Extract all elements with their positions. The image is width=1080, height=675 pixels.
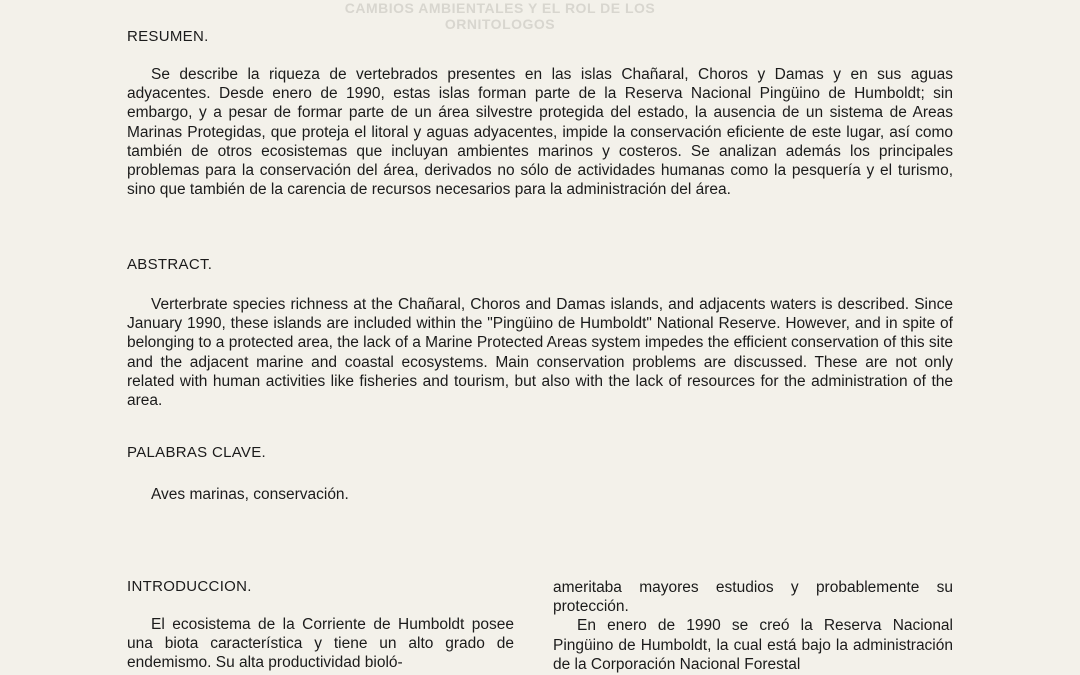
palabras-clave-text: Aves marinas, conservación. [151,486,349,503]
bleed-through-text: CAMBIOS AMBIENTALES Y EL ROL DE LOS ORNITOLOGOS [344,0,656,32]
intro-right-paragraph-1: ameritaba mayores estudios y probablemente su protección. [553,579,953,616]
intro-right-column [553,578,953,674]
abstract-paragraph: Verterbrate species richness at the Chañaral, Choros and Damas islands, and adjacents waters is described. Since January 1990, these islands are included within the "Pingüino de Humboldt" National Reserve. However, and in spite of belonging to a protected area, the lack of a Marine Protected Areas system impedes the efficient conservation of this site and the adjacent marine and coastal ecosystems. Main conservation problems are discussed. These are not only related with human activities like fisheries and tourism, but also with the lack of resources for the administration of the area. [127,296,953,410]
intro-right-paragraph-2: En enero de 1990 se creó la Reserva Nacional Pingüino de Humboldt, la cual está bajo la administración de la Corporación Nacional Forestal [553,617,953,673]
resumen-heading: RESUMEN. [127,28,209,45]
intro-left-paragraph: El ecosistema de la Corriente de Humboldt posee una biota característica y tiene un alto grado de endemismo. Su alta productividad bioló- [127,616,514,672]
abstract-heading: ABSTRACT. [127,256,213,273]
palabras-clave-heading: PALABRAS CLAVE. [127,444,267,461]
introduccion-heading: INTRODUCCION. [127,578,252,595]
resumen-paragraph: Se describe la riqueza de vertebrados presentes en las islas Chañaral, Choros y Damas y en sus aguas adyacentes. Desde enero de 1990, estas islas forman parte de la Reserva Nacional Pingüino de Humboldt; sin embargo, y a pesar de formar parte de un área silvestre protegida del estado, la ausencia de un sistema de Areas Marinas Protegidas, que proteja el litoral y aguas adyacentes, impide la conservación eficiente de este lugar, así como también de otros ecosistemas que incluyan ambientes marinos y costeros. Se analizan además los principales problemas para la conservación del área, derivados no sólo de actividades humanas como la pesquería y el turismo, sino que también de la carencia de recursos necesarios para la administración del área. [127,66,953,199]
intro-left-column [127,615,514,673]
